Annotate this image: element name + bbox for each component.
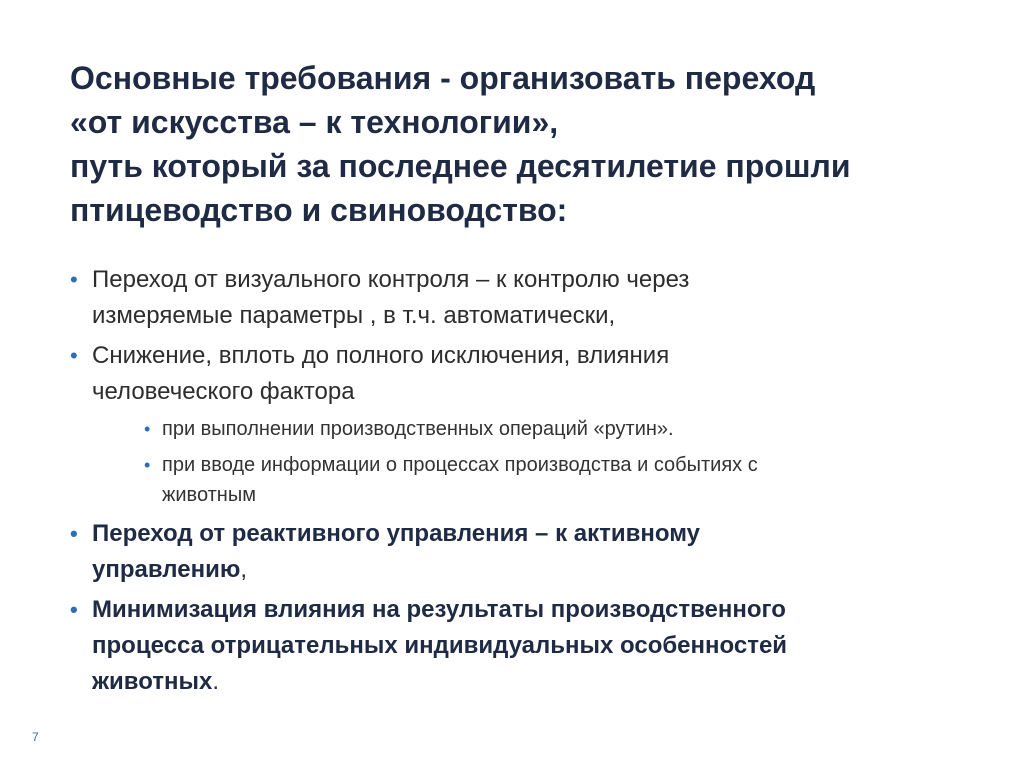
sub-bullet-text: при выполнении производственных операций «рутин». xyxy=(162,418,674,440)
bullet-icon: • xyxy=(70,597,78,622)
bullet-icon: • xyxy=(70,267,78,292)
bullet-icon: • xyxy=(144,419,151,439)
bullet-text: Переход от визуального контроля – к контролю через xyxy=(92,266,690,293)
bullet-text: Минимизация влияния на результаты производственного xyxy=(92,596,786,623)
sub-bullet-text: при вводе информации о процессах производства и событиях с xyxy=(162,454,758,476)
sub-bullet-item xyxy=(92,414,970,444)
bullet-icon: • xyxy=(144,455,151,475)
bullet-item xyxy=(70,592,970,700)
title-line: птицеводство и свиноводство: xyxy=(70,192,568,228)
bullet-item xyxy=(70,516,970,588)
bullet-item xyxy=(70,262,970,334)
bullet-text: процесса отрицательных индивидуальных особенностей xyxy=(92,632,788,659)
bullet-list xyxy=(70,262,970,704)
bullet-text: измеряемые параметры , в т.ч. автоматически, xyxy=(92,302,616,329)
bullet-text: управлению xyxy=(92,556,241,583)
bullet-text: животных xyxy=(92,668,213,695)
bullet-icon: • xyxy=(70,521,78,546)
bullet-text-wrap xyxy=(92,552,970,588)
bullet-text: Снижение, вплоть до полного исключения, влияния xyxy=(92,342,670,369)
title-line: путь который за последнее десятилетие прошли xyxy=(70,148,851,184)
bullet-trail: , xyxy=(240,556,247,583)
title-line: «от искусства – к технологии», xyxy=(70,104,559,140)
page-number: 7 xyxy=(32,730,39,744)
bullet-trail: . xyxy=(212,668,220,695)
bullet-text: Переход от реактивного управления – к активному xyxy=(92,520,700,547)
title-line: Основные требования - организовать переход xyxy=(70,60,816,96)
bullet-text: человеческого фактора xyxy=(92,378,355,405)
sub-bullet-list xyxy=(92,414,970,510)
slide-title xyxy=(70,56,970,232)
bullet-item xyxy=(70,338,970,510)
bullet-text-wrap xyxy=(92,664,970,700)
bullet-icon: • xyxy=(70,343,78,368)
sub-bullet-text: животным xyxy=(162,484,256,506)
sub-bullet-item xyxy=(92,450,970,510)
